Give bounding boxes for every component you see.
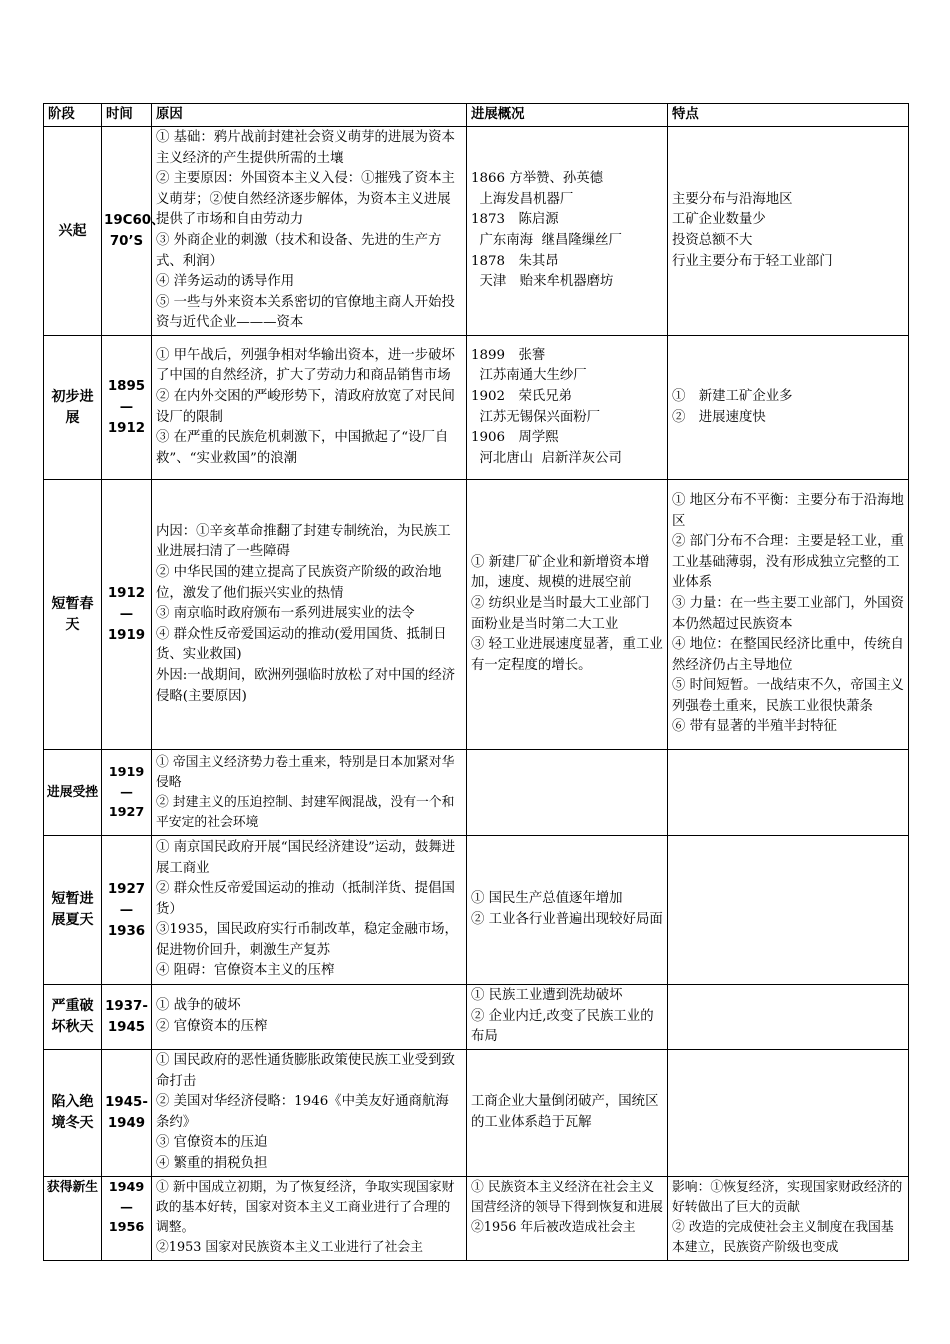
feature-item: ⑤ 时间短暂。一战结束不久，帝国主义列强卷土重来，民族工业很快萧条 (672, 678, 904, 714)
progress-item: ②1956 年后被改造成社会主 (471, 1219, 636, 1235)
features-cell (668, 480, 909, 750)
history-table (43, 103, 909, 1261)
cause-cell (152, 750, 467, 836)
progress-item: ① 新建厂矿企业和新增资本增加，速度、规模的进展空前 (471, 554, 650, 591)
table-row (44, 836, 909, 985)
feature-item: 工矿企业数量少 (672, 212, 766, 228)
cause-item: ③ 南京临时政府颁布一系列进展实业的法令 (156, 606, 415, 622)
feature-item: ① 新建工矿企业多 (672, 388, 793, 404)
cause-item: ② 中华民国的建立提高了民族资产阶级的政治地位，激发了他们振兴实业的热情 (156, 565, 442, 601)
cause-cell (152, 1049, 467, 1176)
feature-item: 主要分布与沿海地区 (672, 191, 793, 207)
time-cell: 1912—1919 (102, 480, 152, 750)
cause-item: ② 官僚资本的压榨 (156, 1018, 268, 1034)
cause-item: ① 南京国民政府开展“国民经济建设”运动，鼓舞进展工商业 (156, 839, 456, 876)
progress-item: 河北唐山 启新洋灰公司 (471, 450, 622, 466)
progress-cell (467, 1176, 668, 1260)
cause-item: ① 基础：鸦片战前封建社会资义萌芽的进展为资本主义经济的产生提供所需的土壤 (156, 130, 455, 166)
features-cell (668, 750, 909, 836)
progress-cell (467, 336, 668, 480)
progress-item: ② 企业内迁,改变了民族工业的布局 (471, 1008, 654, 1045)
progress-item: 天津 贻来牟机器磨坊 (471, 274, 614, 290)
progress-item: ③ 轻工业进展速度显著，重工业有一定程度的增长。 (471, 637, 663, 673)
progress-item: 1866 方举赞、孙英德 (471, 171, 604, 187)
header-cause: 原因 (152, 104, 467, 127)
progress-item: 工商企业大量倒闭破产，国统区的工业体系趋于瓦解 (471, 1094, 659, 1130)
header-time: 时间 (102, 104, 152, 127)
table-row (44, 336, 909, 480)
header-progress: 进展概况 (467, 104, 668, 127)
cause-item: ② 在内外交困的严峻形势下，清政府放宽了对民间设厂的限制 (156, 388, 455, 425)
progress-cell (467, 480, 668, 750)
cause-cell (152, 480, 467, 750)
table-row (44, 127, 909, 336)
progress-item: 上海发昌机器厂 (471, 191, 574, 207)
progress-item: ② 纺织业是当时最大工业部门 (471, 595, 650, 611)
progress-cell (467, 1049, 668, 1176)
cause-item: ②1953 国家对民族资本主义工业进行了社会主 (156, 1239, 423, 1255)
time-cell: 1945-1949 (102, 1049, 152, 1176)
time-cell: 1927—1936 (102, 836, 152, 985)
table-row (44, 985, 909, 1050)
header-row (44, 104, 909, 127)
cause-cell (152, 1176, 467, 1260)
cause-item: ③ 外商企业的刺激（技术和设备、先进的生产方式、利润） (156, 233, 442, 269)
progress-item: ① 民族资本主义经济在社会主义国营经济的领导下得到恢复和进展 (471, 1179, 663, 1215)
stage-cell: 短暂春天 (44, 480, 102, 750)
cause-cell (152, 127, 467, 336)
progress-cell (467, 127, 668, 336)
time-cell: 1937-1945 (102, 985, 152, 1050)
table-row (44, 1049, 909, 1176)
progress-item: 江苏无锡保兴面粉厂 (471, 409, 601, 425)
cause-item: ② 主要原因：外国资本主义入侵：①摧残了资本主义萌芽；②使自然经济逐步解体，为资本主义进展提供了市场和自由劳动力 (156, 171, 455, 228)
cause-item: ④ 繁重的捐税负担 (156, 1155, 268, 1171)
table-row (44, 1176, 909, 1260)
table-row (44, 480, 909, 750)
cause-item: ① 甲午战后，列强争相对华输出资本，进一步破坏了中国的自然经济，扩大了劳动力和商品销售市场 (156, 347, 455, 384)
features-cell (668, 985, 909, 1050)
cause-item: ⑤ 一些与外来资本关系密切的官僚地主商人开始投资与近代企业———资本 (156, 294, 455, 331)
stage-cell: 兴起 (44, 127, 102, 336)
cause-cell (152, 985, 467, 1050)
time-cell: 1949—1956 (102, 1176, 152, 1260)
cause-item: ④ 群众性反帝爱国运动的推动(爱用国货、抵制日货、实业救国) (156, 626, 447, 663)
time-cell: 1919—1927 (102, 750, 152, 836)
header-stage: 阶段 (44, 104, 102, 127)
cause-item: ② 群众性反帝爱国运动的推动（抵制洋货、提倡国货） (156, 881, 455, 917)
progress-item: 1878 朱其昂 (471, 253, 559, 269)
feature-item: ② 进展速度快 (672, 409, 766, 425)
cause-item: ① 国民政府的恶性通货膨胀政策使民族工业受到致命打击 (156, 1053, 455, 1089)
header-features: 特点 (668, 104, 909, 127)
stage-cell: 严重破坏秋天 (44, 985, 102, 1050)
progress-item: 面粉业是当时第二大工业 (471, 616, 619, 632)
cause-cell (152, 336, 467, 480)
cause-item: ③ 官僚资本的压迫 (156, 1135, 268, 1151)
history-table-document (43, 103, 908, 1261)
progress-item: 1873 陈启源 (471, 212, 559, 228)
progress-item: 1899 张謇 (471, 347, 546, 363)
progress-item: 1902 荣氏兄弟 (471, 388, 573, 404)
cause-item: ① 战争的破坏 (156, 998, 241, 1014)
features-cell (668, 1176, 909, 1260)
cause-item: ④ 洋务运动的诱导作用 (156, 274, 295, 290)
stage-cell: 初步进展 (44, 336, 102, 480)
cause-item: ③ 在严重的民族危机刺激下，中国掀起了“设厂自救”、“实业救国”的浪潮 (156, 430, 449, 466)
progress-cell (467, 836, 668, 985)
feature-item: ④ 地位：在整国民经济比重中，传统自然经济仍占主导地位 (672, 637, 904, 673)
time-cell: 19C60、70’S (102, 127, 152, 336)
feature-item: ① 地区分布不平衡：主要分布于沿海地区 (672, 492, 904, 529)
progress-item: 江苏南通大生纱厂 (471, 368, 587, 384)
progress-item: ② 工业各行业普遍出现较好局面 (471, 912, 663, 927)
cause-item: ② 封建主义的压迫控制、封建军阀混战，没有一个和平安定的社会环境 (156, 794, 455, 830)
progress-cell (467, 750, 668, 836)
cause-item: ① 新中国成立初期，为了恢复经济，争取实现国家财政的基本好转，国家对资本主义工商业进行了合理的调整。 (156, 1179, 455, 1235)
features-cell (668, 836, 909, 985)
cause-item: 外因:一战期间，欧洲列强临时放松了对中国的经济侵略(主要原因) (156, 667, 456, 704)
progress-item: ① 民族工业遭到洗劫破坏 (471, 988, 623, 1003)
stage-cell: 获得新生 (44, 1176, 102, 1260)
progress-cell (467, 985, 668, 1050)
cause-item: ③1935，国民政府实行币制改革，稳定金融市场，促进物价回升，刺激生产复苏 (156, 922, 458, 958)
cause-cell (152, 836, 467, 985)
stage-cell: 陷入绝境冬天 (44, 1049, 102, 1176)
feature-item: ② 部门分布不合理：主要是轻工业，重工业基础薄弱，没有形成独立完整的工业体系 (672, 534, 904, 591)
feature-item: ⑥ 带有显著的半殖半封特征 (672, 719, 837, 735)
progress-item: 广东南海 继昌隆缫丝厂 (471, 233, 622, 248)
feature-item: 投资总额不大 (672, 233, 753, 248)
table-row (44, 750, 909, 836)
progress-item: 1906 周学熙 (471, 430, 559, 446)
stage-cell: 进展受挫 (44, 750, 102, 836)
features-cell (668, 336, 909, 480)
cause-item: ④ 阻碍：官僚资本主义的压榨 (156, 963, 335, 979)
cause-item: 内因：①辛亥革命推翻了封建专制统治，为民族工业进展扫清了一些障碍 (156, 523, 451, 560)
stage-cell: 短暂进展夏天 (44, 836, 102, 985)
cause-item: ① 帝国主义经济势力卷土重来，特别是日本加紧对华侵略 (156, 754, 455, 790)
features-cell (668, 127, 909, 336)
feature-item: 行业主要分布于轻工业部门 (672, 253, 833, 269)
feature-item: 影响：①恢复经济，实现国家财政经济的好转做出了巨大的贡献 (672, 1179, 903, 1215)
progress-item: ① 国民生产总值逐年增加 (471, 891, 623, 907)
time-cell: 1895—1912 (102, 336, 152, 480)
feature-item: ② 改造的完成使社会主义制度在我国基本建立，民族资产阶级也变成 (672, 1219, 894, 1255)
cause-item: ② 美国对华经济侵略：1946《中美友好通商航海条约》 (156, 1094, 449, 1130)
feature-item: ③ 力量：在一些主要工业部门，外国资本仍然超过民族资本 (672, 595, 904, 632)
features-cell (668, 1049, 909, 1176)
